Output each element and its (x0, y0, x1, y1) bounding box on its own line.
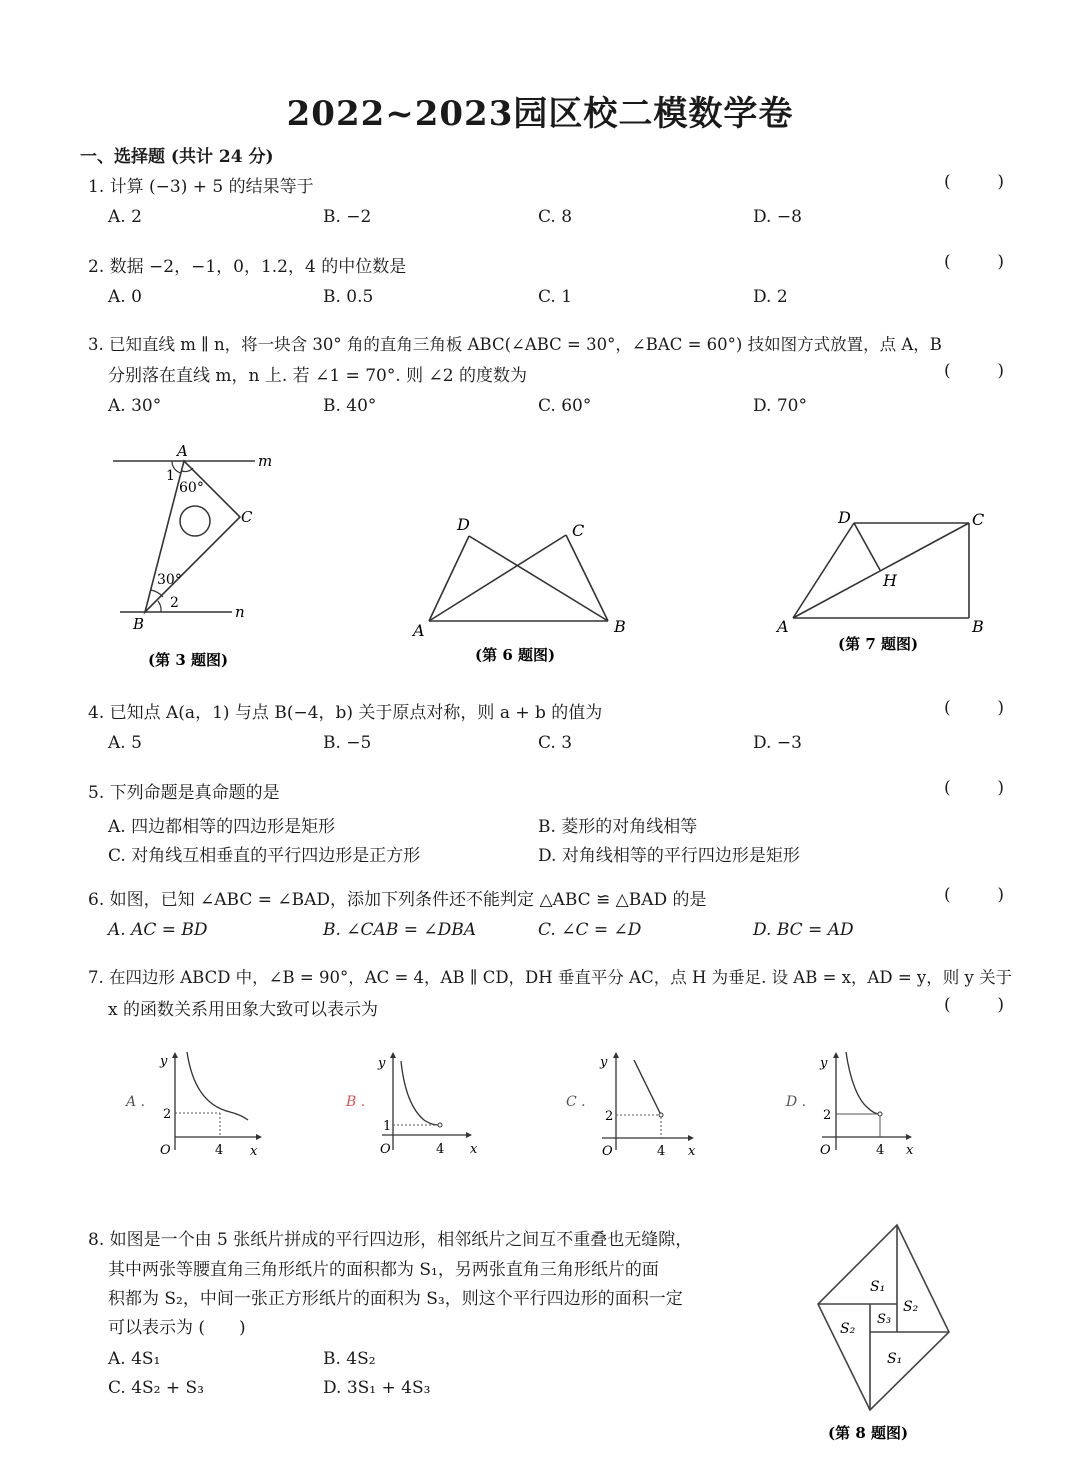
label-s2-left: S₂ (840, 1321, 856, 1337)
curve (401, 1061, 440, 1125)
label-60: 60° (179, 480, 204, 496)
paren-close: ) (997, 252, 1004, 272)
y-label: y (600, 1055, 608, 1070)
paren-open: ( (944, 885, 951, 905)
figure-6-caption: (第 6 题图) (475, 646, 556, 664)
paren-close: ) (997, 995, 1004, 1015)
paren-open: ( (944, 172, 951, 192)
segment (634, 1060, 661, 1115)
label-d: D (457, 515, 470, 534)
paren-close: ) (997, 172, 1004, 192)
q6-option-a[interactable]: A. AC = BD (108, 920, 208, 940)
question-6-stem: 6. 如图，已知 ∠ABC = ∠BAD，添加下列条件还不能判定 △ABC ≌ △BAD 的是 (88, 890, 707, 910)
graph-c-label: C . (566, 1094, 586, 1110)
label-s1-bottom: S₁ (887, 1351, 903, 1367)
q2-option-b[interactable]: B. 0.5 (323, 287, 374, 307)
q3-option-c[interactable]: C. 60° (538, 396, 592, 416)
paren-close: ) (997, 698, 1004, 718)
x-label: x (906, 1143, 914, 1158)
q5-option-d[interactable]: D. 对角线相等的平行四边形是矩形 (538, 846, 800, 866)
segment-ad (793, 523, 854, 618)
q2-option-a[interactable]: A. 0 (108, 287, 142, 307)
y-tick: 2 (163, 1107, 172, 1122)
label-c: C (241, 508, 253, 526)
question-4-stem: 4. 已知点 A(a，1) 与点 B(−4，b) 关于原点对称，则 a + b 的值为 (88, 703, 603, 723)
question-8-stem: 8. 如图是一个由 5 张纸片拼成的平行四边形，相邻纸片之间互不重叠也无缝隙， (88, 1230, 693, 1250)
paren-open: ( (944, 252, 951, 272)
q5-option-a[interactable]: A. 四边都相等的四边形是矩形 (108, 817, 336, 837)
paren-close: ) (997, 361, 1004, 381)
y-axis-arrow (172, 1052, 178, 1058)
label-s1-top: S₁ (870, 1279, 886, 1295)
question-7-stem-line2: x 的函数关系用田象大致可以表示为 (108, 1000, 378, 1020)
label-a: A (777, 617, 789, 636)
figure-7 (760, 495, 1000, 665)
label-c: C (972, 510, 985, 529)
segment-dh (854, 523, 880, 570)
exam-title: 2022~2023园区校二模数学卷 (286, 94, 794, 134)
label-n: n (235, 603, 245, 621)
graph-b-label: B . (346, 1094, 366, 1110)
label-d: D (838, 508, 851, 527)
answer-blank-7[interactable] (944, 995, 1004, 1015)
x-axis-arrow (256, 1134, 262, 1140)
label-1: 1 (166, 468, 175, 484)
q5-option-b[interactable]: B. 菱形的对角线相等 (538, 817, 698, 837)
q6-option-d[interactable]: D. BC = AD (753, 920, 854, 940)
q8-option-b[interactable]: B. 4S₂ (323, 1349, 376, 1369)
q1-option-d[interactable]: D. −8 (753, 207, 802, 227)
x-axis-arrow (466, 1132, 472, 1138)
label-b: B (614, 617, 626, 636)
q7-graph-a[interactable] (110, 1040, 280, 1170)
paren-close: ) (997, 885, 1004, 905)
y-label: y (820, 1056, 828, 1071)
question-8-stem-line4: 可以表示为 ( ) (108, 1318, 246, 1338)
x-tick: 4 (876, 1143, 885, 1158)
paren-close: ) (997, 778, 1004, 798)
paren-open: ( (944, 361, 951, 381)
q1-option-b[interactable]: B. −2 (323, 207, 372, 227)
answer-blank-4[interactable] (944, 698, 1004, 718)
question-7-stem: 7. 在四边形 ABCD 中，∠B = 90°，AC = 4，AB ∥ CD，DH 垂直平分 AC，点 H 为垂足. 设 AB = x，AD = y，则 y 关于 (88, 968, 1013, 987)
q8-option-d[interactable]: D. 3S₁ + 4S₃ (323, 1378, 431, 1398)
paren-open: ( (944, 698, 951, 718)
label-a: A (177, 442, 188, 460)
y-label: y (160, 1054, 168, 1069)
answer-blank-5[interactable] (944, 778, 1004, 798)
q1-option-a[interactable]: A. 2 (108, 207, 142, 227)
y-tick: 1 (383, 1119, 392, 1134)
answer-blank-6[interactable] (944, 885, 1004, 905)
y-tick: 2 (823, 1108, 832, 1123)
question-2-stem: 2. 数据 −2，−1，0，1.2，4 的中位数是 (88, 257, 407, 277)
label-h: H (883, 571, 897, 590)
figure-6 (400, 500, 650, 670)
question-8-stem-line2: 其中两张等腰直角三角形纸片的面积都为 S₁，另两张直角三角形纸片的面 (108, 1260, 659, 1280)
q2-option-d[interactable]: D. 2 (753, 287, 788, 307)
answer-blank-3[interactable] (944, 361, 1004, 381)
q7-graph-b[interactable] (330, 1040, 500, 1170)
q5-option-c[interactable]: C. 对角线互相垂直的平行四边形是正方形 (108, 846, 421, 866)
q3-option-d[interactable]: D. 70° (753, 396, 807, 416)
x-tick: 4 (215, 1143, 224, 1158)
triangle-hole (180, 506, 210, 536)
question-3-stem-line2: 分别落在直线 m，n 上. 若 ∠1 = 70°. 则 ∠2 的度数为 (108, 366, 528, 386)
figure-8-caption: (第 8 题图) (828, 1424, 909, 1442)
origin-label: O (380, 1142, 391, 1157)
figure-3 (100, 440, 300, 680)
question-1-stem: 1. 计算 (−3) + 5 的结果等于 (88, 177, 314, 197)
label-30: 30° (157, 572, 182, 588)
y-axis-arrow (613, 1052, 619, 1058)
q7-graph-d[interactable] (770, 1040, 940, 1170)
label-b: B (133, 615, 145, 633)
q6-option-c[interactable]: C. ∠C = ∠D (538, 920, 642, 940)
figure-7-caption: (第 7 题图) (838, 635, 919, 653)
q4-option-b[interactable]: B. −5 (323, 733, 372, 753)
q4-option-c[interactable]: C. 3 (538, 733, 573, 753)
question-8-stem-line3: 积都为 S₂，中间一张正方形纸片的面积为 S₃，则这个平行四边形的面积一定 (108, 1289, 683, 1309)
q8-option-c[interactable]: C. 4S₂ + S₃ (108, 1378, 204, 1398)
y-label: y (378, 1056, 386, 1071)
origin-label: O (160, 1143, 171, 1158)
angle-30-arc (151, 590, 163, 597)
segment-ac (793, 523, 969, 618)
curve (187, 1052, 248, 1120)
paren-open: ( (944, 778, 951, 798)
q1-option-c[interactable]: C. 8 (538, 207, 573, 227)
q7-graph-c[interactable] (550, 1040, 720, 1170)
angle-2-arc (158, 601, 161, 612)
y-tick: 2 (605, 1109, 614, 1124)
curve (846, 1052, 880, 1114)
x-tick: 4 (657, 1144, 666, 1159)
x-label: x (688, 1144, 696, 1159)
paren-open: ( (944, 995, 951, 1015)
graph-d-label: D . (786, 1094, 807, 1110)
q8-option-a[interactable]: A. 4S₁ (108, 1349, 161, 1369)
section-heading: 一、选择题 (共计 24 分) (80, 147, 274, 167)
figure-3-caption: (第 3 题图) (148, 651, 229, 669)
q3-option-b[interactable]: B. 40° (323, 396, 377, 416)
label-2: 2 (170, 595, 179, 611)
y-axis-arrow (390, 1052, 396, 1058)
origin-label: O (602, 1144, 613, 1159)
question-3-stem: 3. 已知直线 m ∥ n，将一块含 30° 角的直角三角板 ABC(∠ABC = 30°，∠BAC = 60°) 技如图方式放置，点 A，B (88, 335, 942, 354)
label-s3: S₃ (877, 1312, 892, 1327)
endpoint (659, 1113, 663, 1117)
graph-a-label: A . (126, 1094, 146, 1110)
label-s2-right: S₂ (903, 1299, 919, 1315)
label-b: B (972, 617, 984, 636)
label-a: A (413, 621, 425, 640)
figure-8 (800, 1210, 970, 1450)
endpoint (878, 1112, 882, 1116)
q6-option-b[interactable]: B. ∠CAB = ∠DBA (323, 920, 477, 940)
y-axis-arrow (833, 1052, 839, 1058)
origin-label: O (820, 1143, 831, 1158)
endpoint (438, 1123, 442, 1127)
x-label: x (470, 1142, 478, 1157)
label-m: m (258, 452, 273, 470)
question-5-stem: 5. 下列命题是真命题的是 (88, 783, 280, 803)
label-c: C (572, 521, 585, 540)
x-axis-arrow (688, 1135, 694, 1141)
answer-blank-1[interactable] (944, 172, 1004, 192)
x-tick: 4 (436, 1142, 445, 1157)
q2-option-c[interactable]: C. 1 (538, 287, 573, 307)
q4-option-a[interactable]: A. 5 (108, 733, 142, 753)
answer-blank-2[interactable] (944, 252, 1004, 272)
x-label: x (250, 1144, 258, 1159)
q3-option-a[interactable]: A. 30° (108, 396, 162, 416)
q4-option-d[interactable]: D. −3 (753, 733, 802, 753)
x-axis-arrow (906, 1134, 912, 1140)
